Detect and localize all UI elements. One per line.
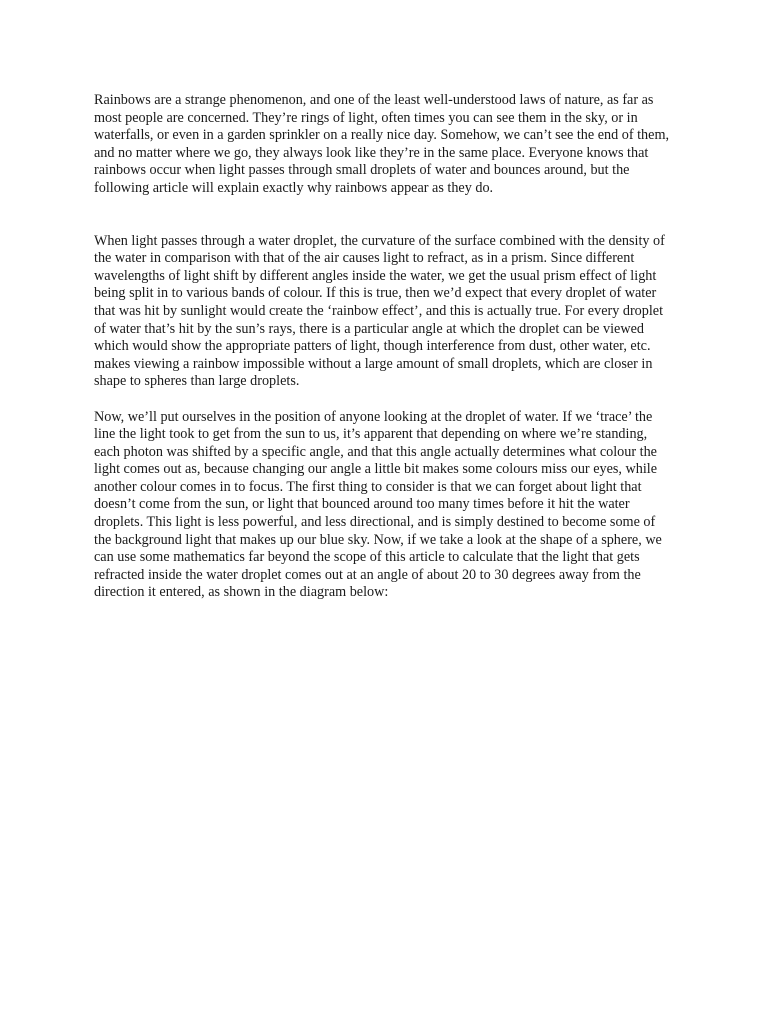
document-body: [94, 92, 676, 602]
paragraph-intro: Rainbows are a strange phenomenon, and one of the least well-understood laws of nature, as far as most people are concerned. They’re rings of light, often times you can see them in the sky, or in waterfalls, or even in a garden sprinkler on a really nice day. Somehow, we can’t see the end of them, and no matter where we go, they always look like they’re in the same place. Everyone knows that rainbows occur when light passes through small droplets of water and bounces around, but the following article will explain exactly why rainbows appear as they do.: [94, 92, 670, 196]
paragraph-refraction: When light passes through a water droplet, the curvature of the surface combined with the density of the water in comparison with that of the air causes light to refract, as in a prism. Since different wavelengths of light shift by different angles inside the water, we get the usual prism effect of light being split in to various bands of colour. If this is true, then we’d expect that every droplet of water that was hit by sunlight would create the ‘rainbow effect’, and this is actually true. For every droplet of water that’s hit by the sun’s rays, there is a particular angle at which the droplet can be viewed which would show the appropriate patters of light, though interference from dust, other water, etc. makes viewing a rainbow impossible without a large amount of small droplets, which are closer in shape to spheres than large droplets.: [94, 232, 665, 390]
paragraph-observer-angle: Now, we’ll put ourselves in the position of anyone looking at the droplet of water. If we ‘trace’ the line the light took to get from the sun to us, it’s apparent that depending on where we’re standing, each photon was shifted by a specific angle, and that this angle actually determines what colour the light comes out as, because changing our angle a little bit makes some colours miss our eyes, while another colour comes in to focus. The first thing to consider is that we can forget about light that doesn’t come from the sun, or light that bounced around too many times before it hit the water droplets. This light is less powerful, and less directional, and is simply destined to become some of the background light that makes up our blue sky. Now, if we take a look at the shape of a sphere, we can use some mathematics far beyond the scope of this article to calculate that the light that gets refracted inside the water droplet comes out at an angle of about 20 to 30 degrees away from the direction it entered, as shown in the diagram below:: [94, 408, 662, 601]
